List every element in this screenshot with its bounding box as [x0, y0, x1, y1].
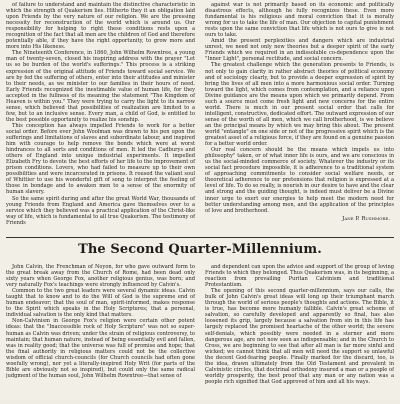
article-title: The Second Quarter-Millennium.	[78, 242, 322, 257]
author-signature: Jane P. Rushmore.	[342, 215, 390, 222]
paragraph: This conception has always impelled Friends to work for a better social order. Before ever John Woolman was drawn to his pen upon the sufferings and limitations of slaves and subordinate labour, and inspired him with courage to help remove the bonds which were at worst hindrances to all sorts and conditions of men. It led the Cadburys and others of England into unique industrial experiments. It impelled Elizabeth Fry to devote the best efforts of her life to the improvement of prison conditions. Lovers, who had failed to measure up to their own possibilities and were incarcerated in prisons. It roused the valiant soul of Whittier to use his wonderful gift of song to interpret the feeling of those in bondage and to awaken men to a sense of the enormity of human slavery.	[6, 122, 195, 196]
paragraph: The greatest challenge which the generation presents to Friends, is not only to gain clarity in rather abstract theories of political economy and of sociology clearly, but to provide a deeper expression of spirit by bring the lives of all men into a more harmonious social order. Turning toward the light, which comes from contemplation, and a reliance upon Divine guidance are the means upon which we primarily depend. From such a source must come fresh light and new concerns for the entire world. There is much in our present social order that calls for intelligent, constructive, dedicated effort. The outward expression of our sense of the worth of all men, which we call brotherhood, is we believe an the principal means by which we may bring this about. The present world "entangle" on one side or not of the progressive spirit which is the greatest asset of a religious force, if they are found on a genuine passion for a better world order.	[205, 62, 394, 148]
paragraph: The opening of this second quarter-millennium, says our calls, the bulk of John Calvin's great ideas will long up their triumphant march through the world of serious people's thoughts and actions. The Bible, it is true, has become more humanly fallible. Calvin's great scheme of salvation, so carefully developed and apparently so final, has also loosened its grip, largely because a salvation from sin in this life has largely replaced the promised heartache of the other world; the severe self-denials, which possibly were needed in a sterner and more dangerous age, are not now seen as indispensable; and in the Church to Cross, we are beginning to see that after all man is far more sinful and wicked; we cannot think that all men will need the support so unlawful the decent God-fearing people. Finally marked for the discard, too, is the idea, drawn ultimately from the Old Testament and prevalent in Calvinistic circles, that doctrinal orthodoxy insured a man or a people of worldly prosperity, the best proof that any man or any nation was a people rich signified that God approved of him and all his ways.	[205, 288, 394, 385]
paragraph: Our real concern should be the means which impels us into philosophy" taken, or of what inner life is ours, and we are conscious in us the social-minded commerce of society. Whatever the industry or its social fact procedure impossible, it is adherence to a traditional system of approaching commitments to consider social welfare needs, or theoretical adherence to our pretensions that religion is expressed at a level of life. To do so really, is nourish in our desire to have and the clear and strong and the guiding thought, is indeed must deliver be a Divine inner urge to exert our energies to help meet the modern need for better understanding among men, and the application of the principles of love and brotherhood.	[205, 147, 394, 214]
top-article-columns	[6, 2, 394, 232]
paragraph: The Nineteenth Conference, in 1860, John Wilhelm Rowntree, a young man of twenty-seven, closed his inspiring address with the prayer "Let us so be burden of the world's sufferings." This process is a striking expression of the original attitude of Friends toward social service. We are by fed the suffering of others, enter into their attitudes and minister to their needs, as we minister to our families in their hours of need. Early Friends recognized the inestimable value of human life, for they accepted in the fullness of its meaning the statement "The Kingdom of Heaven is within you." They were trying to carry the light to its narrow sense, which believed that possibilities of realization are limited to a few, but to an inclusive sense. Every man, a child of God, is entitled to the best possible opportunity to realize his sonship.	[6, 50, 195, 123]
paragraph: and dependent can upon the advice and support of the group of loving Friends to which they belonged. Thus Quakerism was, in its beginning, a reaction from prevailing Puritan Calvinism and traditional Protestantism.	[205, 264, 394, 289]
paragraph: against war is not primarily based on its economic and politically disastrous effects, although he fully recognizes these. Even more fundamental is his religious and moral conviction that it is morally wrong for us to take the life of man. Our objection to capital punishment rests upon the same conviction that life which is not ours to give is not ours to take.	[205, 2, 394, 39]
bottom-left-column	[6, 264, 195, 404]
top-left-column	[6, 2, 195, 232]
top-right-column	[205, 2, 394, 232]
paragraph: Common to the two great leaders were several dynamic ideas. Calvin taught that to know and to do the Will of God is the supreme end of human endeavor; that the soul of man, spirit-informed, makes response to the Spirit which speaks in the Holy Scriptures; that a personal, individual salvation is the only kind that matters.	[6, 288, 195, 319]
paragraph: John Calvin, the Frenchman of Noyon, for who gave outward form to the great break away from the Church of Rome, had been dead only sixty years when George Fox, another religious genius, was born; and very naturally Fox's teachings were strongly influenced by Calvin's.	[6, 264, 195, 289]
bottom-article-columns	[6, 264, 394, 404]
paragraph: Amid the present perplexities and dangers which are industrial unrest, we need not only new theories but a deeper spirit of the early Friends which we required in an indissoluble co-dependence upon the "Inner Light", personal rectitude, and social concern.	[205, 38, 394, 63]
paragraph: of failure to understand and maintain the distinctive characteristic in which the strength of Quakerism lies. Hitherto they it an obligation laid upon Friends by the very nature of our religion. We are the pressing necessity for reconstruction of the world which is around us. Our responsibility for helping to right these conditions rests upon a recognition of the fact that all men are the children of God and therefore potentially able, if they have the right opportunity, to grow more and more into His likeness.	[6, 2, 195, 51]
bottom-right-column	[205, 264, 394, 404]
section-divider	[6, 237, 394, 238]
paragraph: Non-Calvinism in George Fox's religion were certain other potent ideas: that the "Inaccessible rock of Holy Scripture" was not so super-human as Calvin was driven; under the strain of religious controversy, to maintain; that human nature, instead of being essentially evil and fallen, was in reality good; that the universe was full of promise and hope; that the final authority in religious matters could not be the collective wisdom of official church-councils (for Church councils had often gone woefully wrong), nor yet a literally-inspired Holy Writ (for parts of the Bible are obviously not so inspired), but could only the same radical judgment of the human soul, John Wilhelm Rowntree—that sense of	[6, 318, 195, 379]
paragraph: So the same spirit during and after the great World War, thousands of young Friends from England and America gave themselves over to a service which they believed was a practical application of the Christ-like way of life, which is fundamental to all true Quakerism. The testimony of Friends	[6, 195, 195, 226]
